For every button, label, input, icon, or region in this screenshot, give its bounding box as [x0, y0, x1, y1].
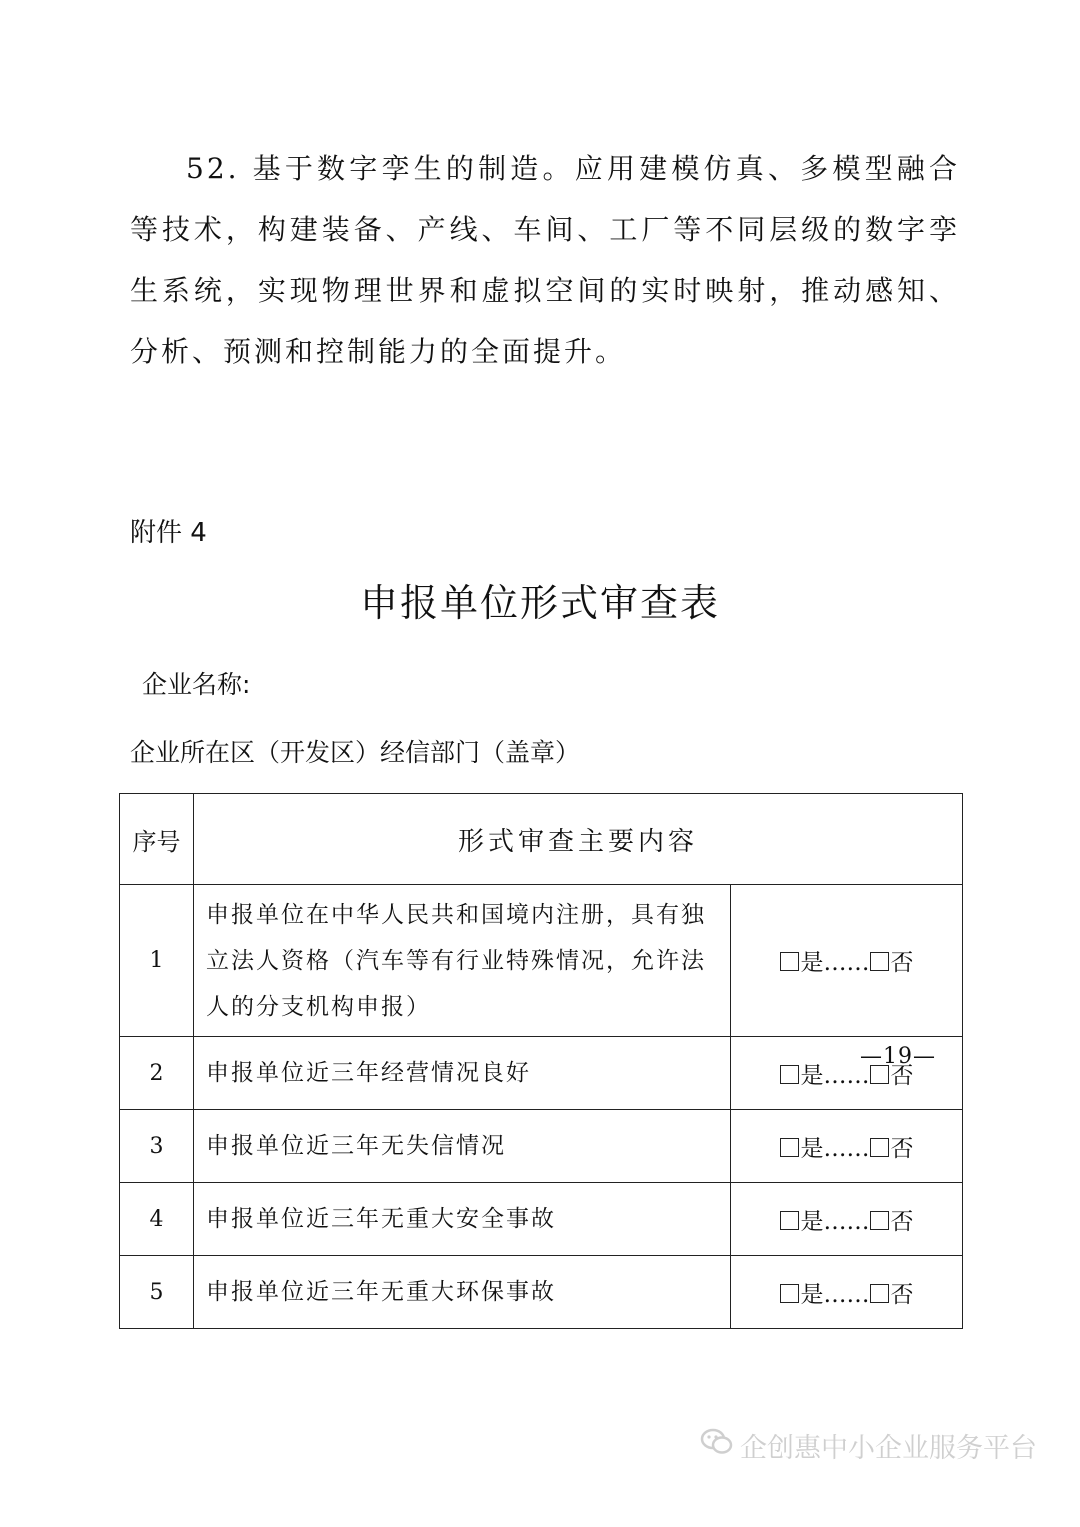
yes-label: 是: [800, 1208, 824, 1235]
row-number: 3: [120, 1110, 194, 1183]
row-number: 4: [120, 1183, 194, 1256]
table-row: [120, 885, 963, 1037]
dots-separator: ……: [823, 1281, 870, 1308]
row-content: 申报单位近三年无重大安全事故: [194, 1183, 731, 1256]
no-checkbox[interactable]: [870, 1284, 889, 1303]
yes-checkbox[interactable]: [780, 1211, 799, 1230]
row-number: 1: [120, 885, 194, 1037]
yes-checkbox[interactable]: [780, 1284, 799, 1303]
dots-separator: ……: [823, 1062, 870, 1089]
table-row: [120, 1183, 963, 1256]
wechat-icon: [700, 1427, 734, 1464]
no-label: 否: [890, 1281, 914, 1308]
watermark: [700, 1426, 1037, 1465]
table-row: [120, 1256, 963, 1329]
no-checkbox[interactable]: [870, 1211, 889, 1230]
no-checkbox[interactable]: [870, 952, 889, 971]
yes-label: 是: [800, 1062, 824, 1089]
yes-no-choice: [731, 1183, 963, 1256]
dots-separator: ……: [823, 950, 870, 976]
yes-checkbox[interactable]: [780, 1138, 799, 1157]
review-table: [119, 793, 963, 1329]
row-content: 申报单位近三年经营情况良好: [194, 1037, 731, 1110]
attachment-label: 附件 4: [130, 518, 207, 548]
form-title: 申报单位形式审查表: [359, 581, 720, 625]
yes-label: 是: [800, 950, 824, 976]
row-content: 申报单位近三年无失信情况: [194, 1110, 731, 1183]
yes-no-choice: [731, 1110, 963, 1183]
no-label: 否: [890, 950, 914, 976]
yes-no-choice: [731, 1256, 963, 1329]
yes-label: 是: [800, 1281, 824, 1308]
table-row: [120, 1037, 963, 1110]
no-label: 否: [890, 1208, 914, 1235]
department-label: 企业所在区（开发区）经信部门（盖章）: [130, 738, 581, 767]
row-number: 5: [120, 1256, 194, 1329]
yes-checkbox[interactable]: [780, 952, 799, 971]
yes-label: 是: [800, 1135, 824, 1162]
page-number: —19—: [860, 1044, 936, 1069]
header-review-content: 形式审查主要内容: [194, 794, 963, 885]
body-paragraph: 52. 基于数字孪生的制造。应用建模仿真、多模型融合等技术，构建装备、产线、车间、工厂等不同层级的数字孪生系统，实现物理世界和虚拟空间的实时映射，推动感知、分析、预测和控制能力的全面提升。: [130, 152, 960, 368]
yes-checkbox[interactable]: [780, 1065, 799, 1084]
row-content: 申报单位在中华人民共和国境内注册，具有独立法人资格（汽车等有行业特殊情况，允许法人的分支机构申报）: [194, 885, 731, 1037]
table-row: [120, 1110, 963, 1183]
header-serial-number: 序号: [120, 794, 194, 885]
row-number: 2: [120, 1037, 194, 1110]
no-label: 否: [890, 1135, 914, 1162]
table-header-row: [120, 794, 963, 885]
row-content: 申报单位近三年无重大环保事故: [194, 1256, 731, 1329]
company-name-label: 企业名称:: [142, 670, 251, 699]
dots-separator: ……: [823, 1135, 870, 1162]
no-label: 否: [890, 1062, 914, 1089]
dots-separator: ……: [823, 1208, 870, 1235]
no-checkbox[interactable]: [870, 1138, 889, 1157]
watermark-text: 企创惠中小企业服务平台: [740, 1433, 1037, 1464]
yes-no-choice: [731, 885, 963, 1037]
